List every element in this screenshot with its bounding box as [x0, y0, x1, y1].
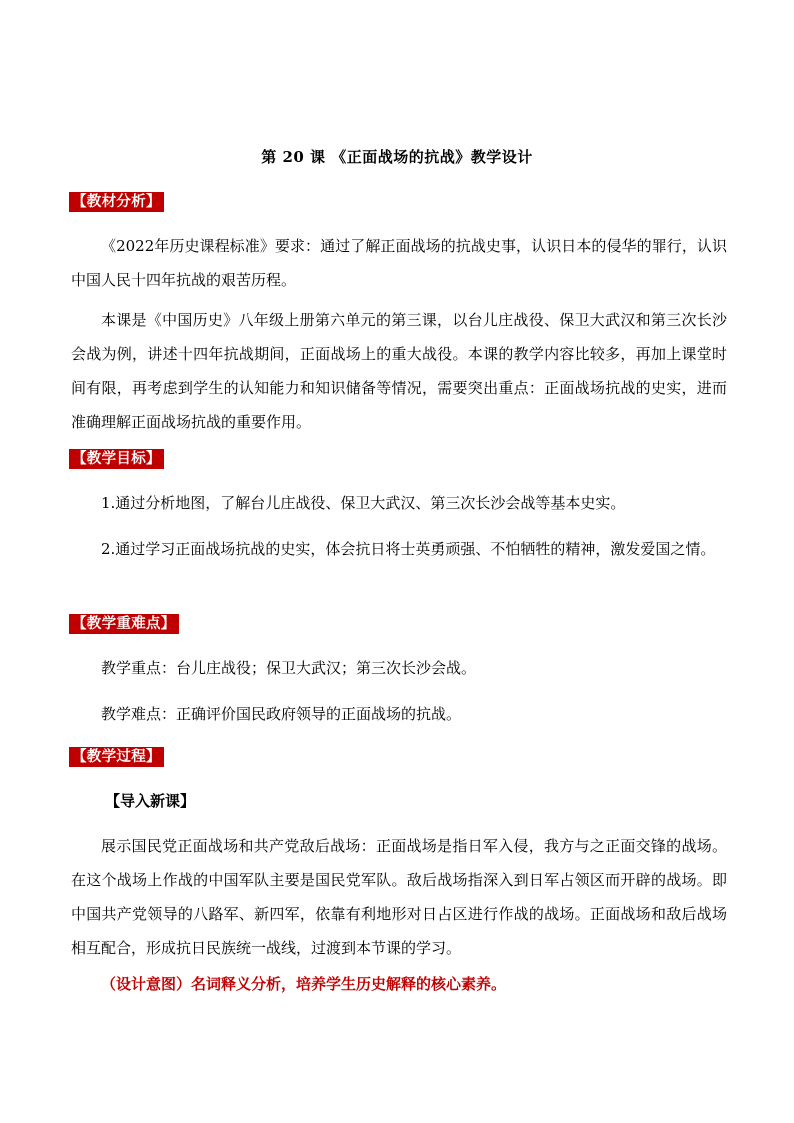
document-title: 第 20 课 《正面战场的抗战》教学设计: [261, 148, 533, 166]
teaching-difficulty: 教学难点：正确评价国民政府领导的正面战场的抗战。: [101, 705, 462, 723]
section-heading-analysis: 【教材分析】: [69, 192, 164, 212]
intro-subheading: 【导入新课】: [105, 792, 196, 810]
intro-paragraph: 展示国民党正面战场和共产党敌后战场：正面战场是指日军入侵，我方与之正面交锋的战场。 在这个战场上作战的中国军队主要是国民党军队。敌后战场指深入到日军占领区而开辟的战场。即中国共产党领导的八路军、新四军，依靠有利地形对日占区进行作战的战场。正面战场和敌后战场相互配合，形成抗日民族统一战线，过渡到本节课的学习。: [71, 837, 727, 957]
section-heading-process: 【教学过程】: [69, 747, 164, 767]
goal-item-1: 1.通过分析地图，了解台儿庄战役、保卫大武汉、第三次长沙会战等基本史实。: [101, 494, 626, 512]
section-heading-keypoints: 【教学重难点】: [69, 614, 179, 634]
goal-item-2: 2.通过学习正面战场抗战的史实，体会抗日将士英勇顽强、不怕牺牲的精神，激发爱国之情。: [101, 540, 716, 558]
design-intent-note: （设计意图）名词释义分析，培养学生历史解释的核心素养。: [101, 975, 507, 993]
analysis-paragraph-standard: 《2022年历史课程标准》要求：通过了解正面战场的抗战史事，认识日本的侵华的罪行，认识中国人民十四年抗战的艰苦历程。: [71, 237, 727, 289]
analysis-paragraph-overview: 本课是《中国历史》八年级上册第六单元的第三课，以台儿庄战役、保卫大武汉和第三次长沙会战为例，讲述十四年抗战期间，正面战场上的重大战役。本课的教学内容比较多，再加上课堂时间有限，再考虑到学生的认知能力和知识储备等情况，需要突出重点：正面战场抗战的史实，进而准确理解正面战场抗战的重要作用。: [71, 311, 727, 431]
section-heading-goals: 【教学目标】: [69, 449, 164, 469]
teaching-focus: 教学重点：台儿庄战役；保卫大武汉；第三次长沙会战。: [101, 659, 477, 677]
